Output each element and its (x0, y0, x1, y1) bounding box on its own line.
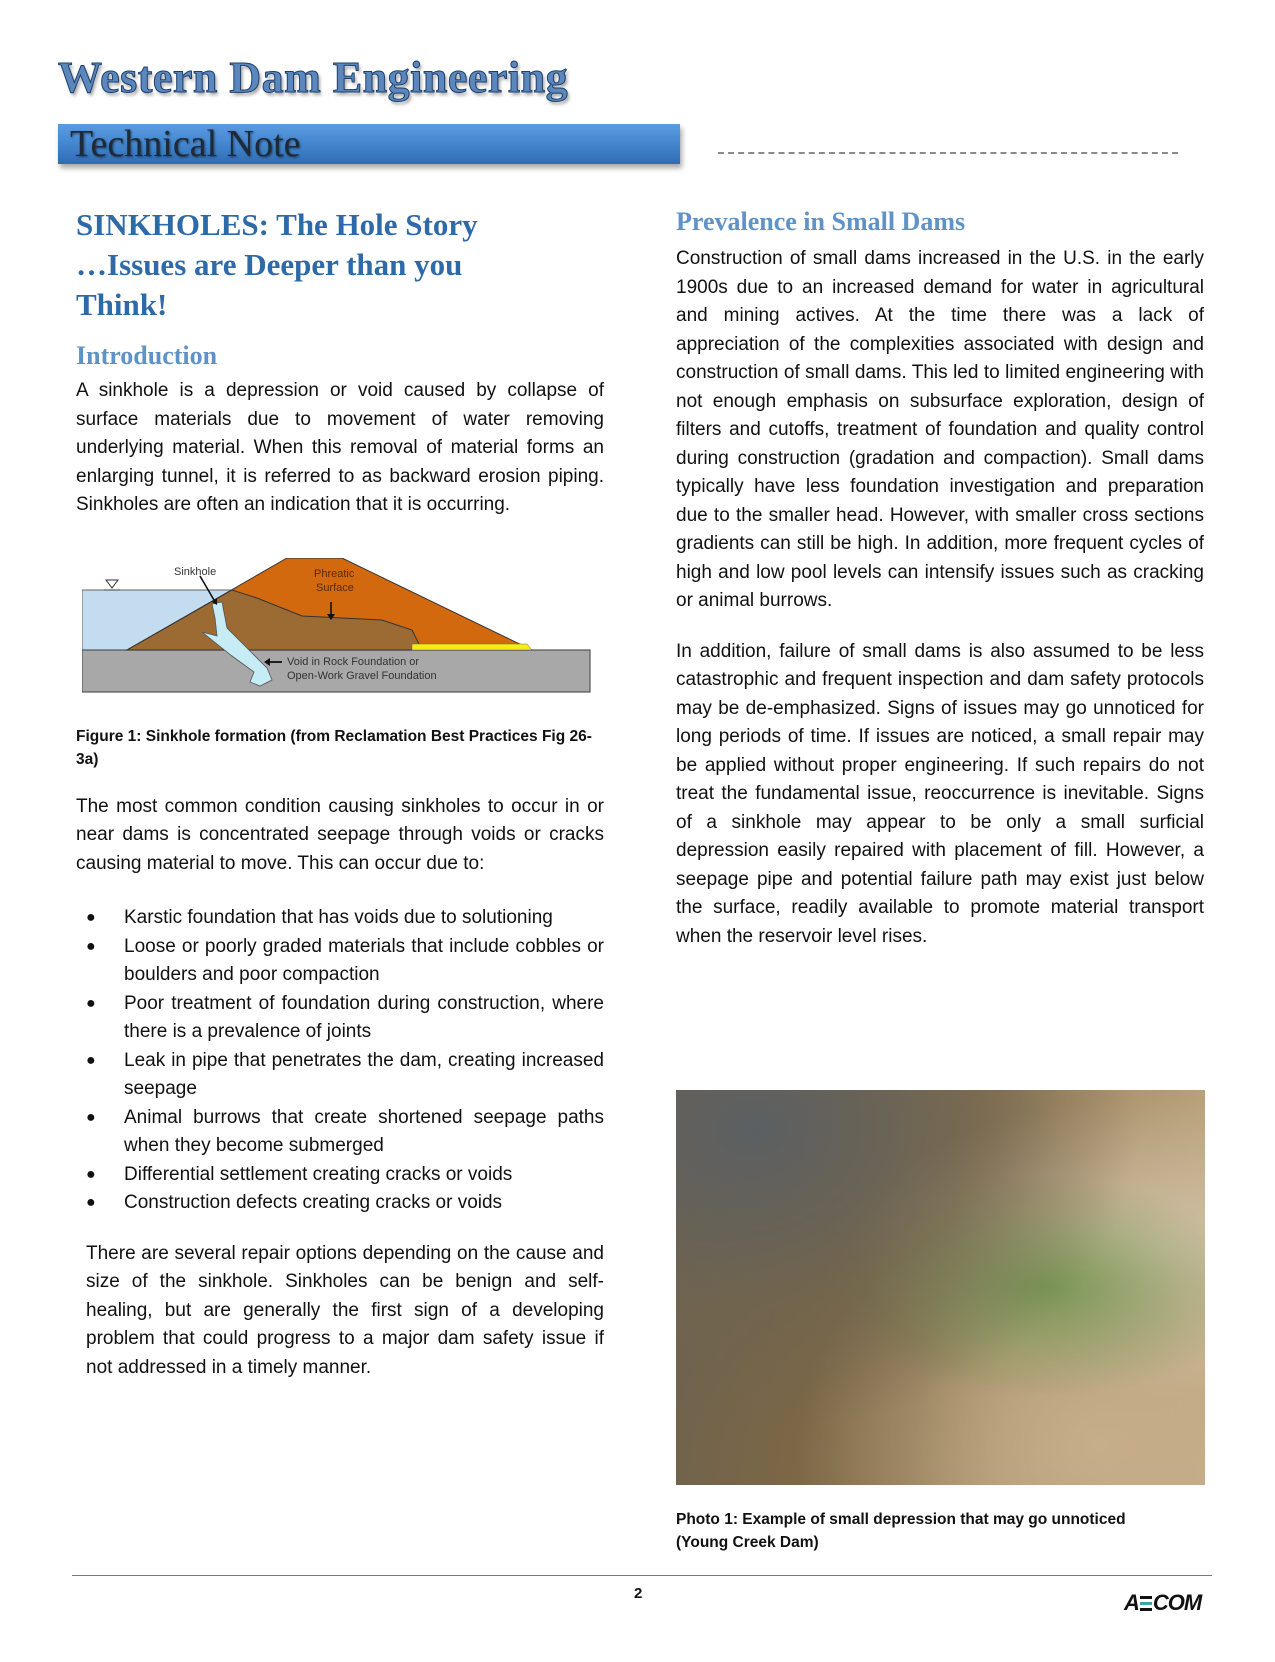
right-column (676, 205, 1204, 951)
page-number: 2 (634, 1585, 643, 1602)
aecom-e-mark-icon (1140, 1596, 1152, 1611)
causes-list (76, 904, 604, 1218)
bullet-icon: ● (86, 937, 96, 955)
phreatic-surface-label: Surface (316, 581, 354, 594)
photo-caption-line-1: Photo 1: Example of small depression that may go unnoticed (676, 1511, 1126, 1528)
headline-line-3: Think! (76, 287, 168, 322)
cause-item: ● Construction defects creating cracks or voids (76, 1189, 604, 1218)
repair-paragraph: There are several repair options depending on the cause and size of the sinkhole. Sinkholes can be benign and self-healing, but are generally the first sign of a developing problem that could progress to a major dam safety issue if not addressed in a timely manner. (86, 1242, 604, 1378)
headline-line-2: …Issues are Deeper than you (76, 247, 463, 282)
sinkhole-label: Sinkhole (174, 565, 217, 578)
bullet-icon: ● (86, 909, 96, 926)
sinkhole-formation-diagram (82, 558, 592, 693)
introduction-heading: Introduction (76, 341, 218, 370)
photo-1-caption (676, 1508, 1205, 1554)
figure-1-caption: Figure 1: Sinkhole formation (from Reclamation Best Practices Fig 26-3a) (76, 727, 592, 768)
void-label-line-2: Open-Work Gravel Foundation (287, 669, 437, 682)
prevalence-heading: Prevalence in Small Dams (676, 207, 966, 236)
phreatic-label: Phreatic (314, 567, 355, 580)
bullet-icon: ● (86, 1165, 96, 1183)
cause-item: ● Karstic foundation that has voids due to solutioning (76, 904, 604, 933)
footer-rule (72, 1575, 1212, 1576)
photo-caption-line-2: (Young Creek Dam) (676, 1534, 819, 1551)
header-dashed-rule (718, 152, 1178, 154)
technical-note-label: Technical Note (70, 123, 301, 165)
young-creek-dam-photo (676, 1090, 1205, 1485)
headline-line-1: SINKHOLES: The Hole Story (76, 207, 478, 242)
article-headline (76, 205, 604, 325)
prevalence-paragraph-1: Construction of small dams increased in the U.S. in the early 1900s due to an increased demand for water in agricultural and mining actives. At the time there was a lack of appreciation of the complexities associated with design and construction of small dams. This led to limited engineering with not enough emphasis on subsurface exploration, design of filters and cutoffs, treatment of foundation and quality control during construction (gradation and compaction). Small dams typically have less foundation investigation and preparation due to the smaller head. However, with smaller cross sections gradients can still be high. In addition, more frequent cycles of high and low pool levels can intensify issues such as cracking or animal burrows. (676, 248, 1204, 611)
cause-item: ● Animal burrows that create shortened seepage paths when they become submerged (76, 1104, 604, 1161)
bullet-icon: ● (86, 1108, 96, 1126)
newsletter-title: Western Dam Engineering (58, 53, 569, 102)
aecom-logo: A COM (1124, 1590, 1202, 1615)
void-label-line-1: Void in Rock Foundation or (287, 655, 420, 668)
introduction-paragraph: A sinkhole is a depression or void caused by collapse of surface materials due to movement of water removing underlying material. When this removal of material forms an enlarging tunnel, it is referred to as backward erosion piping. Sinkholes are often an indication that it is occurring. (76, 380, 604, 515)
cause-item: ● Differential settlement creating cracks or voids (76, 1161, 604, 1190)
cause-item: ● Loose or poorly graded materials that include cobbles or boulders and poor compaction (76, 933, 604, 990)
prevalence-paragraph-2: In addition, failure of small dams is also assumed to be less catastrophic and frequent inspection and dam safety protocols may be de-emphasized. Signs of issues may go unnoticed for long periods of time. If issues are noticed, a small repair may be applied without proper engineering. If such repairs do not treat the fundamental issue, reoccurrence is inevitable. Signs of a sinkhole may appear to be only a small surficial depression easily repaired with placement of fill. However, a seepage pipe and potential failure path may exist just below the surface, readily available to promote material transport when the reservoir level rises. (676, 640, 1204, 947)
bullet-icon: ● (86, 1051, 96, 1069)
cause-item: ● Poor treatment of foundation during construction, where there is a prevalence of joints (76, 990, 604, 1047)
conditions-paragraph: The most common condition causing sinkholes to occur in or near dams is concentrated seepage through voids or cracks causing material to move. This can occur due to: (76, 795, 604, 874)
bullet-icon: ● (86, 1194, 96, 1211)
bullet-icon: ● (86, 994, 96, 1012)
left-column (76, 205, 604, 1382)
cause-item: ● Leak in pipe that penetrates the dam, creating increased seepage (76, 1047, 604, 1104)
